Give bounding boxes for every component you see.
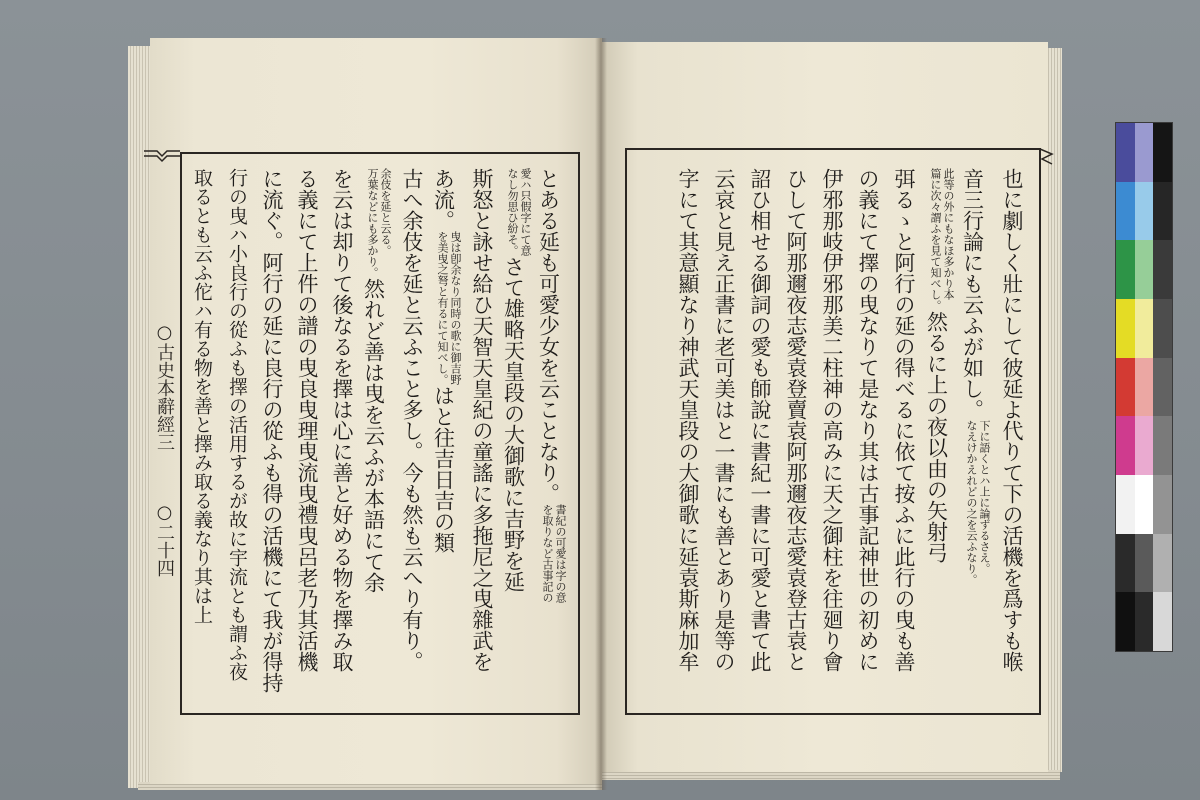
color-patch	[1135, 534, 1154, 593]
color-patch	[1116, 182, 1135, 241]
warichu-line: 愛ハ只假字にて意	[519, 168, 532, 256]
warichu-note	[929, 168, 955, 311]
color-patch	[1116, 358, 1135, 417]
text-column	[257, 168, 287, 710]
column-text: あ流。	[432, 168, 456, 231]
column-text: 弭るゝと阿行の延の得べるに依て按ふに此行の曳も善	[892, 168, 916, 672]
text-column	[222, 168, 252, 710]
warichu-note	[366, 168, 392, 278]
column-text: 音三行論にも云ふが如し。	[961, 168, 985, 420]
color-patch	[1153, 299, 1172, 358]
warichu-note	[506, 168, 532, 256]
color-patch	[1135, 592, 1154, 651]
text-column	[292, 168, 322, 710]
color-patch	[1153, 475, 1172, 534]
text-column	[817, 168, 847, 710]
text-column	[327, 168, 357, 710]
column-text: はと往吉日吉の類	[432, 385, 456, 553]
column-text: 古へ余伎を延と云ふこと多し。今も然も云へり有り。	[400, 168, 424, 672]
column-text: ひして阿那邇夜志愛袁登賣袁阿那邇夜志愛袁登古袁と	[784, 168, 808, 672]
column-text: さて雄略天皇段の大御歌に吉野を延	[502, 256, 526, 592]
color-patch	[1153, 416, 1172, 475]
color-patch	[1153, 534, 1172, 593]
column-text: に流ぐ。阿行の延に良行の從ふも得の活機にて我が得持	[260, 168, 284, 693]
column-text: る義にて上件の譜の曳良曳理曳流曳禮曳呂老乃其活機	[295, 168, 319, 672]
color-patch	[1116, 299, 1135, 358]
column-text: 伊邪那岐伊邪那美二柱神の高みに天之御柱を往廻り會	[820, 168, 844, 672]
color-patch	[1135, 240, 1154, 299]
color-patch	[1116, 475, 1135, 534]
color-patch	[1153, 182, 1172, 241]
warichu-line: 万葉などにも多かり。	[366, 168, 379, 278]
text-column	[432, 168, 462, 710]
warichu-line: なし勿思ひ紛そ。	[506, 168, 519, 256]
text-column	[889, 168, 919, 710]
color-patch	[1116, 534, 1135, 593]
color-patch	[1135, 475, 1154, 534]
warichu-note	[965, 420, 991, 585]
warichu-line: 書紀の可愛は字の意	[554, 504, 567, 603]
color-patch	[1135, 299, 1154, 358]
color-calibration-card	[1116, 123, 1172, 651]
column-text: を云は却りて後なるを擇は心に善と好める物を擇み取	[330, 168, 354, 672]
warichu-line: を美曳之弩と有るにて知べし。	[436, 231, 449, 385]
text-column	[362, 168, 392, 710]
column-text: 然れど善は曳を云ふが本語にて余	[362, 278, 386, 593]
color-patch	[1153, 240, 1172, 299]
column-text: 然るに上の夜以由の矢射弓	[925, 311, 949, 563]
text-column	[537, 168, 567, 710]
warichu-note	[541, 504, 567, 603]
warichu-note	[436, 231, 462, 385]
text-column	[467, 168, 497, 710]
text-column	[961, 168, 991, 710]
warichu-line: を取りなど古事記の	[541, 504, 554, 603]
text-column	[925, 168, 955, 710]
column-text: 也に劇しく壯にして彼延よ代りて下の活機を爲すも喉	[1000, 168, 1024, 672]
text-column	[853, 168, 883, 710]
warichu-line: 篇に次々謂ふを見て知べし。	[929, 168, 942, 311]
color-patch	[1135, 123, 1154, 182]
color-patch	[1116, 416, 1135, 475]
color-patch	[1153, 592, 1172, 651]
hashira-book-title: ○古史本辭經三	[154, 322, 175, 451]
color-patch	[1135, 182, 1154, 241]
color-patch	[1116, 240, 1135, 299]
warichu-line: 余伎を延と云る。	[379, 168, 392, 256]
color-patch	[1153, 123, 1172, 182]
warichu-line: 下に語くとハ上に論ずるさえ。	[978, 420, 991, 574]
text-column	[673, 168, 703, 710]
color-patch	[1116, 123, 1135, 182]
color-patch	[1135, 358, 1154, 417]
column-text: 字にて其意顯なり神武天皇段の大御歌に延袁斯麻加牟	[676, 168, 700, 672]
book-gutter	[595, 38, 607, 790]
color-patch	[1135, 416, 1154, 475]
left-fishtail-mark	[142, 147, 182, 165]
page-number: ○二十四	[154, 502, 175, 577]
text-column	[502, 168, 532, 710]
text-column	[745, 168, 775, 710]
text-column	[187, 168, 217, 710]
column-text: 斯怒と詠せ給ひ天智天皇紀の童謠に多拖尼之曳雜武を	[470, 168, 494, 672]
column-text: 取るとも云ふ佗ハ有る物を善と擇み取る義なり其は上	[191, 168, 213, 624]
column-text: 云哀と見え正書に老可美はと一書にも善とあり是等の	[712, 168, 736, 672]
column-text: とある延も可愛少女を云ことなり。	[537, 168, 561, 504]
warichu-line: 此等の外にもなほ多かり本	[942, 168, 955, 300]
text-column	[709, 168, 739, 710]
warichu-line: 曳は卽余なり同時の歌に御吉野	[449, 231, 462, 385]
color-patch	[1153, 358, 1172, 417]
text-column	[397, 168, 427, 710]
text-column	[997, 168, 1027, 710]
text-column	[781, 168, 811, 710]
column-text: 詔ひ相せる御詞の愛も師說に書紀一書に可愛と書て此	[748, 168, 772, 672]
column-text: 行の曳ハ小良行の從ふも擇の活用するが故に宇流とも謂ふ夜	[226, 168, 248, 681]
right-fishtail-mark	[1038, 146, 1056, 172]
color-patch	[1116, 592, 1135, 651]
warichu-line: なえけかえれどの之を云ふなり。	[965, 420, 978, 585]
column-text: の義にて擇の曳なりて是なり其は古事記神世の初めに	[856, 168, 880, 672]
